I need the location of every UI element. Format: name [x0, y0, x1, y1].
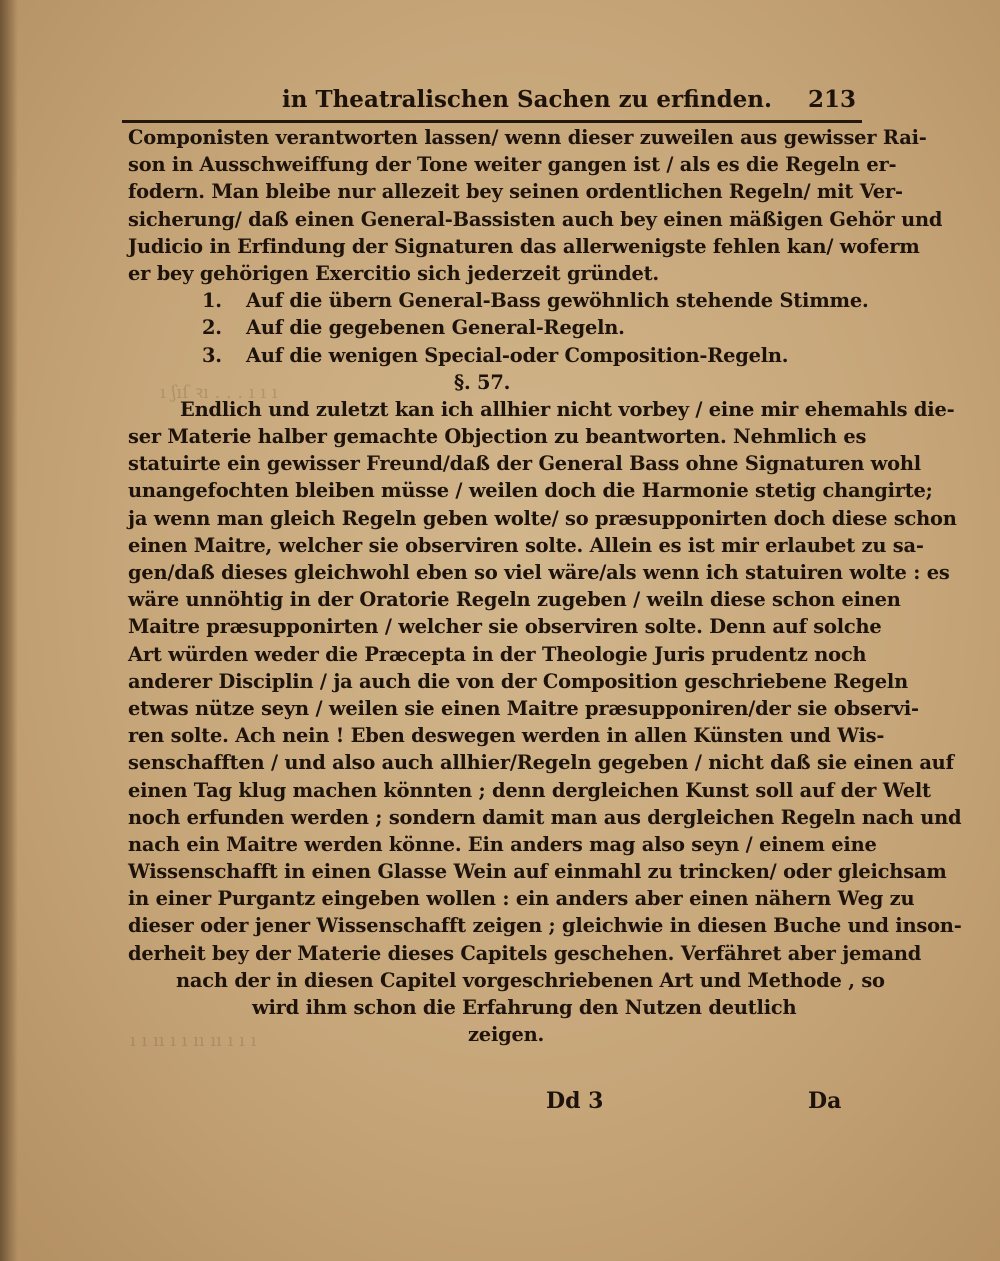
printer-signature: Dd 3 — [546, 1088, 604, 1114]
text-line: ser Materie halber gemachte Objection zu beantworten. Nehmlich es — [128, 425, 867, 449]
text-line: dieser oder jener Wissenschafft zeigen ; gleichwie in diesen Buche und inson- — [128, 914, 962, 938]
catchword: Da — [808, 1088, 842, 1114]
text-line: unangefochten bleiben müsse / weilen doch die Harmonie stetig changirte; — [128, 479, 933, 503]
text-line: statuirte ein gewisser Freund/daß der General Bass ohne Signaturen wohl — [128, 452, 921, 476]
rule-list-item — [128, 287, 869, 314]
body-text — [128, 124, 962, 1048]
rule-list-item — [128, 314, 864, 341]
text-line: Maitre præsupponirten / welcher sie observiren solte. Denn auf solche — [128, 615, 882, 639]
header-rule — [122, 120, 862, 123]
running-head: in Theatralischen Sachen zu erfinden. — [282, 86, 773, 113]
list-text: Auf die gegebenen General-Regeln. — [246, 316, 625, 340]
text-line: etwas nütze seyn / weilen sie einen Maitre præsupponiren/der sie observi- — [128, 696, 919, 720]
list-text: Auf die wenigen Special-oder Composition-Regeln. — [246, 343, 789, 367]
text-line: derheit bey der Materie dieses Capitels geschehen. Verfähret aber jemand — [128, 941, 922, 965]
text-line: er bey gehörigen Exercitio sich jederzeit gründet. — [128, 261, 659, 285]
text-line: anderer Disciplin / ja auch die von der Composition geschriebene Regeln — [128, 669, 908, 693]
text-line: son in Ausschweiffung der Tone weiter gangen ist / als es die Regeln er- — [128, 153, 897, 177]
list-number: 3. — [202, 343, 222, 367]
section-mark: §. 57. — [454, 370, 511, 394]
text-line: ja wenn man gleich Regeln geben wolte/ so præsupponirten doch diese schon — [128, 506, 957, 530]
text-line: Judicio in Erfindung der Signaturen das allerwenigste fehlen kan/ woferm — [128, 234, 920, 258]
text-line: Endlich und zuletzt kan ich allhier nicht vorbey / eine mir ehemahls die- — [180, 397, 955, 421]
text-line: einen Tag klug machen könnten ; denn dergleichen Kunst soll auf der Welt — [128, 778, 931, 802]
text-line: nach ein Maitre werden könne. Ein anders mag also seyn / einem eine — [128, 832, 877, 856]
list-number: 2. — [202, 316, 222, 340]
text-line: sicherung/ daß einen General-Bassisten auch bey einen mäßigen Gehör und — [128, 207, 943, 231]
text-line: Componisten verantworten lassen/ wenn dieser zuweilen aus gewisser Rai- — [128, 126, 927, 149]
text-line: Wissenschafft in einen Glasse Wein auf einmahl zu trincken/ oder gleichsam — [128, 860, 947, 884]
closing-line: nach der in diesen Capitel vorgeschriebenen Art und Methode , so — [176, 968, 885, 992]
closing-line: zeigen. — [468, 1023, 545, 1047]
text-line: ren solte. Ach nein ! Eben deswegen werden in allen Künsten und Wis- — [128, 724, 885, 748]
text-line: senschafften / und also auch allhier/Regeln gegeben / nicht daß sie einen auf — [128, 751, 954, 775]
closing-line: wird ihm schon die Erfahrung den Nutzen deutlich — [252, 996, 797, 1019]
text-line: noch erfunden werden ; sondern damit man aus dergleichen Regeln nach und — [128, 805, 962, 829]
text-line: wäre unnöhtig in der Oratorie Regeln zugeben / weiln diese schon einen — [128, 588, 901, 612]
bleed-through-text: ı ı ıı ı ı ıı ıı ı ı ı — [130, 1030, 257, 1051]
text-line: Art würden weder die Præcepta in der Theologie Juris prudentz noch — [128, 642, 867, 666]
page-number: 213 — [807, 86, 856, 113]
text-line: fodern. Man bleibe nur allezeit bey seinen ordentlichen Regeln/ mit Ver- — [128, 180, 903, 204]
list-number: 1. — [202, 289, 222, 313]
text-line: in einer Purgantz eingeben wollen : ein anders aber einen nähern Weg zu — [128, 887, 915, 911]
rule-list-item — [128, 342, 864, 369]
text-line: einen Maitre, welcher sie observiren solte. Allein es ist mir erlaubet zu sa- — [128, 533, 924, 557]
bleed-through-text: ı ʃıſ ꝛı . . . ı ı ı — [160, 382, 278, 403]
page-gutter-shadow — [0, 0, 18, 1261]
page-header — [122, 86, 862, 122]
list-text: Auf die übern General-Bass gewöhnlich stehende Stimme. — [246, 289, 869, 313]
text-line: gen/daß dieses gleichwohl eben so viel wäre/als wenn ich statuiren wolte : es — [128, 561, 950, 584]
